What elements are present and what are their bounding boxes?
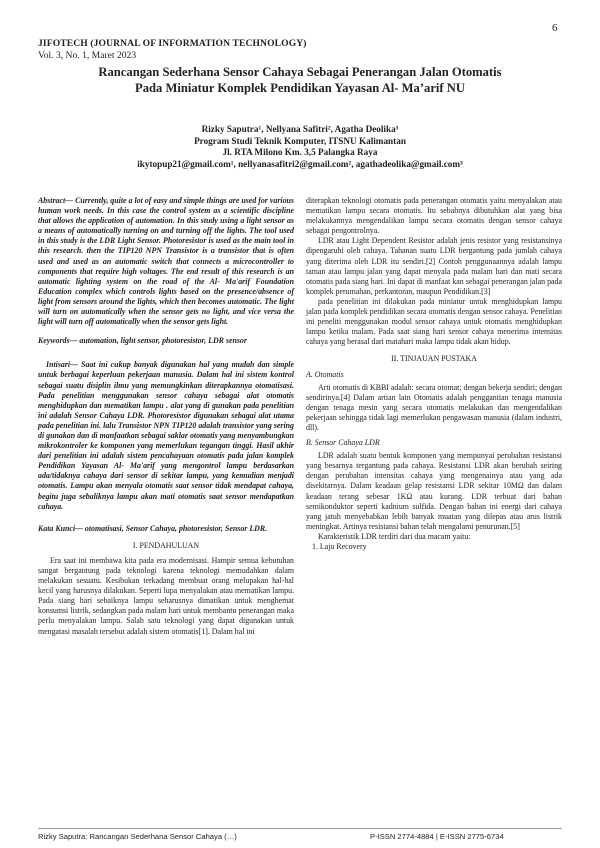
pendahuluan-text: Era saat ini membawa kita pada era modernisasi. Hampir semua kebutuhan sangat bergantung pada teknologi karena teknologi memudahkan dalam melakukan sesuatu. Kesibukan terkadang membuat orang melupakan hal-hal kecil yang harusnya dilakukan. Seperti lupa menyalakan atau mematikan lampu. Pada siang hari sebaiknya lampu seharusnya dimatikan untuk menghemat konsumsi listrik, sedangkan pada malam hari untuk membantu penerangan maka perlu menyalakan lampu. Salah satu teknologi yang dapat digunakan untuk mengatasi masalah tersebut adalah sistem otomatis[1]. Dalam hal ini bbox=[38, 555, 294, 636]
left-column bbox=[38, 196, 294, 637]
ldr-text: LDR adalah suatu bentuk komponen yang mempunyai perubahan resistansi yang besarnya tergantung pada cahaya. Resistansi LDR akan berubah seiring dengan perubahan intensitas cahaya yang mengenainya atau yang ada disekitarnya. Dalam keadaan gelap resistansi LDR sekitar 10MΩ dan dalam keadaan terang sebesar 1KΩ atau kurang. LDR terbuat dari bahan semikonduktor seperti kadnium sulfida. Dengan bahan ini energi dari cahaya yang jatuh menyebabkan lebih banyak muatan yang dilepas atau arus listrik meningkat. Artinya resistansi bahan telah mengalami penurunan.[5] bbox=[306, 451, 562, 531]
list-item-laju-recovery: 1. Laju Recovery bbox=[312, 542, 367, 551]
journal-name: JIFOTECH (JOURNAL OF INFORMATION TECHNOLOGY) bbox=[38, 38, 307, 49]
paper-title bbox=[40, 64, 560, 96]
pendahuluan-continued: diterapkan teknologi otomatis pada penerangan otomatis yaitu menyalakan atau mematikan lampu secara otomatis. Itu sebabnya dibutuhkan alat yang bisa melakukannya mengendalikan lampu secara otomatis dengan sensor cahaya sebagai pengontrolnya. bbox=[306, 196, 562, 236]
author-names: Rizky Saputra¹, Nellyana Safitri², Agatha Deolika³ bbox=[201, 124, 399, 134]
author-block bbox=[40, 124, 560, 170]
footer-rule bbox=[38, 828, 562, 829]
author-address: Jl. RTA Milono Km. 3,5 Palangka Raya bbox=[222, 147, 378, 158]
subsection-heading-otomatis: A. Otomatis bbox=[306, 369, 344, 379]
title-line-1: Rancangan Sederhana Sensor Cahaya Sebagai Penerangan Jalan Otomatis bbox=[98, 65, 502, 79]
page-number: 6 bbox=[552, 22, 558, 34]
karakteristik-text: Karakteristik LDR terdiri dari dua macam yaitu: bbox=[318, 531, 471, 541]
author-affiliation: Program Studi Teknik Komputer, ITSNU Kalimantan bbox=[194, 135, 406, 146]
section-heading-tinjauan: II. TINJAUAN PUSTAKA bbox=[391, 354, 477, 364]
keywords: Keywords— automation, light sensor, photoresistor, LDR sensor bbox=[38, 336, 247, 346]
penelitian-paragraph: pada penelitian ini dilakukan pada miniatur untuk menghidupkan lampu jalan pada komplek pendidikan secara otomatis dengan sensor cahaya. Penelitian ini peneliti menggunakan modul sensor cahaya untuk otomatis menghidupkan lampu ketika malam. Pada saat siang hari sensor cahaya menerima intensitas cahaya yang berasal dari matahari maka lampu tidak akan hidup. bbox=[306, 296, 562, 347]
footer-left: Rizky Saputra: Rancangan Sederhana Sensor Cahaya (…) bbox=[38, 832, 237, 841]
title-line-2: Pada Miniatur Komplek Pendidikan Yayasan Al- Ma’arif NU bbox=[135, 81, 465, 95]
kata-kunci: Kata Kunci— otomatisasi, Sensor Cahaya, photoresistor, Sensor LDR. bbox=[38, 523, 268, 533]
ldr-paragraph: LDR atau Light Dependent Resistor adalah jenis resistor yang resistansinya dipengaruhi oleh cahaya. Tahanan suatu LDR bergantung pada jumlah cahaya yang diterima oleh LDR itu sendiri.[2] Contoh penggunaannya adalah lampu taman atau lampu jalan yang dapat menyala pada malam hari dan mati secara otomatis pada siang hari. Ini dapat di manfaat kan sebagai penerangan jalan pada komplek perumahan, perkantoran, maupun Pendidikan.[3] bbox=[306, 236, 562, 296]
subsection-heading-ldr: B. Sensor Cahaya LDR bbox=[306, 438, 380, 448]
footer-right: P-ISSN 2774-4884 | E-ISSN 2775-6734 bbox=[370, 832, 504, 841]
author-emails: ikytopup21@gmail.com¹, nellyanasafitri2@gmail.com², agathadeolika@gmail.com³ bbox=[137, 158, 463, 169]
otomatis-text: Arti otomatis di KBBI adalah: secara otomat; dengan bekerja sendiri; dengan sendirinya.[4] Dalam artian lain Otomatis adalah penggantian tenaga manusia dengan tenaga mesin yang secara otomatis melakukan dan mengendalikan pekerjaan sehingga tidak lagi memerlukan pengawasan manusia (dalam industri, dll). bbox=[306, 382, 562, 432]
section-heading-pendahuluan: I. PENDAHULUAN bbox=[132, 540, 200, 550]
intisari: Intisari— Saat ini cukup banyak digunakan hal yang mudah dan simple untuk berbagai keperluan pekerjaan manusia. Dalam hal ini sistem kontrol sebagai suatu disiplin ilmu yang memungkinkan diterapkannya otomatisasi. Pada penelitian menggunakan sensor cahaya sebagai alat otomatis menghidupkan dan mematikan lampu . alat yang di gunakan pada penelitian ini adalah Sensor Cahaya LDR. Photoresistor digunakan sebagai alat utama pada penelitian ini. lalu Transistor NPN TIP120 adalah transistor yang sering di gunakan dan di manfaatkan sebagai saklar otomatis yang menyambungkan mikrokontroler ke komponen yang memerlukan tegangan tinggi. Hasil akhir dari penelitian ini adalah sistem pencahayaan otomatis pada jalan komplek Pendidikan Yayasan Al- Ma'arif yang mengontrol lampu berdasarkan ada/tidaknya cahaya dari sensor di sekitar lampu, yang kemudian menjadi otomatis. Lampu akan menyala otomatis saat sensor tidak mendapat cahaya, begitu juga sebaliknya lampu akan mati otomatis saat sensor mendapatkan cahaya. bbox=[38, 360, 294, 511]
abstract: Abstract— Currently, quite a lot of easy and simple things are used for various human work needs. In this case the control system as a scientific discipline that allows the application of automation. In this study using a light sensor as a means of automatically turning on and turning off the lights. The tool used in this study is the LDR Light Sensor. Photoresistor is used as the main tool in this research. then the TIP120 NPN Transistor is a transistor that is often used and used as an automatic switch that connects a microcontroller to components that require high voltages. The end result of this research is an automatic lighting system on the road of the Al- Ma'arif Foundation Education complex which controls lights based on the presence/absence of light from sensors around the lights, which then becomes automatic. The light will turn on automatically when the sensor gets no light, and vice versa the light will turn off automatically when the sensor gets light. bbox=[38, 196, 294, 327]
journal-issue: Vol. 3, No. 1, Maret 2023 bbox=[38, 50, 137, 61]
right-column bbox=[306, 196, 562, 552]
